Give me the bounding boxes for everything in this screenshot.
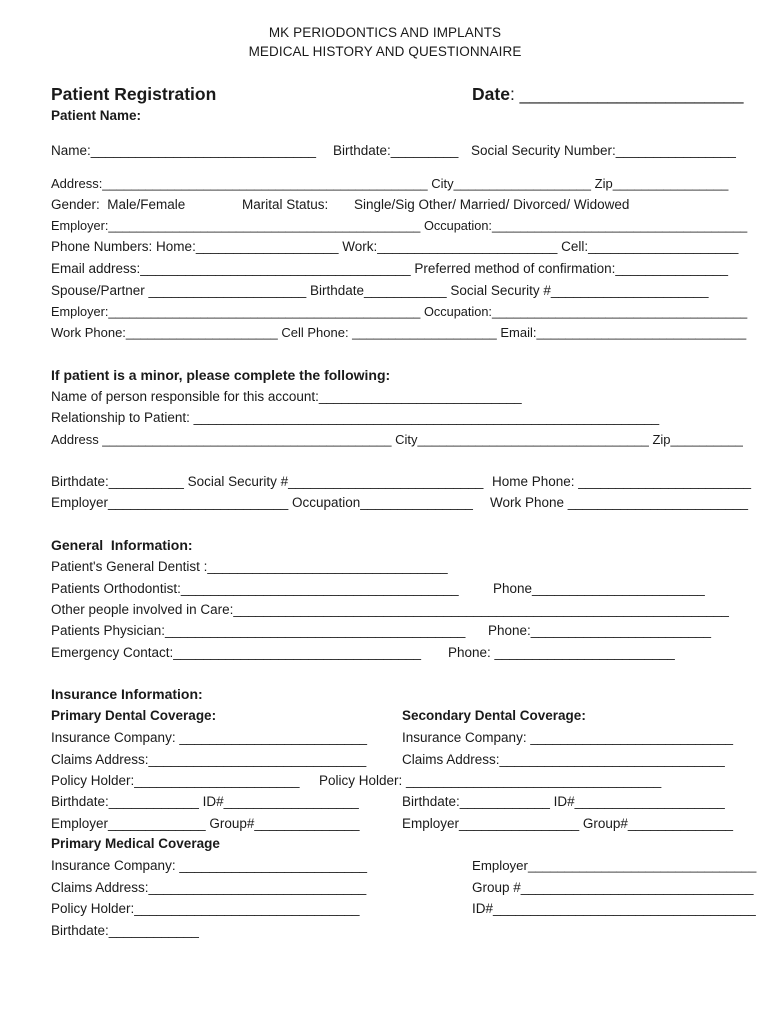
minor-heading: If patient is a minor, please complete the following:	[51, 367, 391, 383]
primary-insurance-company-field[interactable]: Insurance Company: _________________________	[51, 730, 368, 745]
minor-address-field[interactable]: Address ________________________________________ City________________________________ Zip__________	[51, 432, 743, 447]
primary-dental-heading: Primary Dental Coverage:	[51, 708, 217, 723]
medical-claims-address-field[interactable]: Claims Address:_____________________________	[51, 880, 367, 895]
employer-field[interactable]: Employer:____________________________________________ Occupation:____________________________________	[51, 218, 748, 233]
secondary-employer-group-field[interactable]: Employer________________ Group#______________	[402, 816, 734, 831]
minor-employer-row	[51, 494, 751, 512]
emergency-contact-field[interactable]: Emergency Contact:_________________________________	[51, 645, 422, 660]
medical-policy-holder-field[interactable]: Policy Holder:______________________________	[51, 901, 360, 916]
minor-birthdate-field[interactable]: Birthdate:__________ Social Security #__________________________	[51, 474, 484, 489]
minor-home-phone-field[interactable]: Home Phone: _______________________	[492, 474, 751, 489]
insurance-heading: Insurance Information:	[51, 686, 203, 702]
medical-employer-field[interactable]: Employer_______________________________	[472, 858, 757, 873]
ssn-field[interactable]: Social Security Number:________________	[471, 143, 736, 158]
relationship-field[interactable]: Relationship to Patient: ______________________________________________________________	[51, 410, 660, 425]
minor-work-phone-field[interactable]: Work Phone ________________________	[490, 495, 748, 510]
phone-numbers-field[interactable]: Phone Numbers: Home:___________________ Work:________________________ Cell:____________________	[51, 239, 739, 254]
general-info-heading: General Information:	[51, 537, 193, 553]
medical-birthdate-field[interactable]: Birthdate:____________	[51, 923, 199, 938]
physician-phone-field[interactable]: Phone:________________________	[488, 623, 711, 638]
medical-insurance-company-field[interactable]: Insurance Company: _________________________	[51, 858, 368, 873]
primary-employer-group-field[interactable]: Employer_____________ Group#______________	[51, 816, 360, 831]
secondary-insurance-company-field[interactable]: Insurance Company: ___________________________	[402, 730, 734, 745]
spouse-field[interactable]: Spouse/Partner _____________________ Birthdate___________ Social Security #_____________________	[51, 283, 709, 298]
orthodontist-row	[51, 580, 751, 598]
minor-employer-field[interactable]: Employer________________________ Occupation_______________	[51, 495, 473, 510]
orthodontist-field[interactable]: Patients Orthodontist:_____________________________________	[51, 581, 459, 596]
form-title: MEDICAL HISTORY AND QUESTIONNAIRE	[248, 44, 522, 59]
emergency-phone-field[interactable]: Phone: ________________________	[448, 645, 675, 660]
patient-name-heading: Patient Name:	[51, 108, 142, 123]
medical-id-field[interactable]: ID#___________________________________	[472, 901, 756, 916]
physician-row	[51, 622, 751, 640]
others-in-care-field[interactable]: Other people involved in Care:__________________________________________________________________	[51, 602, 729, 617]
secondary-birthdate-id-field[interactable]: Birthdate:____________ ID#____________________	[402, 794, 725, 809]
minor-birthdate-row	[51, 473, 751, 491]
primary-policy-holder-field[interactable]: Policy Holder:______________________	[51, 773, 300, 788]
date-blank[interactable]: : _______________________	[509, 84, 744, 104]
responsible-person-field[interactable]: Name of person responsible for this account:___________________________	[51, 389, 522, 404]
marital-status-options[interactable]: Single/Sig Other/ Married/ Divorced/ Widowed	[354, 197, 630, 212]
secondary-policy-holder-field[interactable]: Policy Holder: __________________________________	[319, 773, 662, 788]
primary-birthdate-id-field[interactable]: Birthdate:____________ ID#__________________	[51, 794, 359, 809]
patient-registration-heading: Patient Registration	[51, 84, 217, 104]
primary-claims-address-field[interactable]: Claims Address:_____________________________	[51, 752, 367, 767]
physician-field[interactable]: Patients Physician:________________________________________	[51, 623, 466, 638]
medical-group-field[interactable]: Group #_______________________________	[472, 880, 754, 895]
secondary-dental-heading: Secondary Dental Coverage:	[402, 708, 586, 723]
gender-field[interactable]: Gender: Male/Female	[51, 197, 186, 212]
email-field[interactable]: Email address:____________________________________ Preferred method of confirmation:_______________	[51, 261, 729, 276]
spouse-employer-field[interactable]: Employer:____________________________________________ Occupation:____________________________________	[51, 304, 748, 319]
primary-medical-heading: Primary Medical Coverage	[51, 836, 220, 851]
date-field	[472, 85, 744, 103]
date-label: Date	[472, 84, 510, 104]
name-row	[51, 142, 751, 160]
gender-marital-row	[51, 196, 751, 214]
birthdate-field[interactable]: Birthdate:_________	[333, 143, 459, 158]
marital-status-label: Marital Status:	[242, 197, 329, 212]
orthodontist-phone-field[interactable]: Phone_______________________	[493, 581, 705, 596]
address-field[interactable]: Address:_____________________________________________ City___________________ Zip________________	[51, 176, 729, 191]
work-phone-field[interactable]: Work Phone:_____________________ Cell Phone: ____________________ Email:_____________________________	[51, 325, 747, 340]
secondary-claims-address-field[interactable]: Claims Address:______________________________	[402, 752, 725, 767]
general-dentist-field[interactable]: Patient's General Dentist :________________________________	[51, 559, 448, 574]
practice-name: MK PERIODONTICS AND IMPLANTS	[268, 25, 502, 40]
name-field[interactable]: Name:______________________________	[51, 143, 317, 158]
emergency-row	[51, 644, 751, 662]
